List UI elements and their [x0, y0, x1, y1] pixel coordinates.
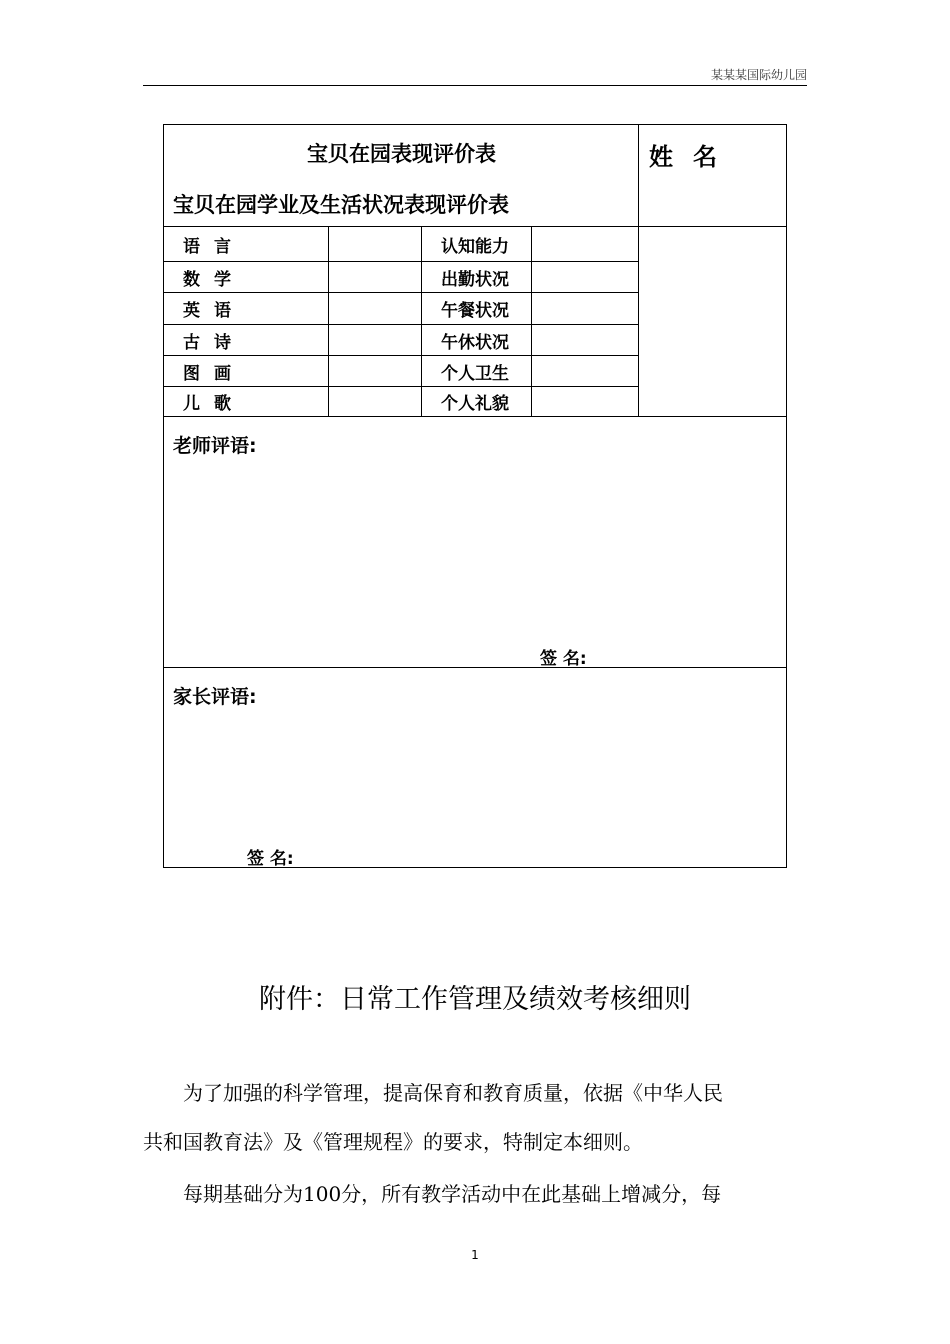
table-row [164, 293, 639, 325]
behavior-score-cell[interactable] [532, 325, 639, 356]
photo-cell[interactable] [639, 227, 786, 417]
behavior-label: 午休状况 [422, 325, 532, 356]
name-label: 姓名 [649, 143, 737, 171]
header-divider [143, 85, 807, 86]
parent-signature-label: 签 名: [247, 849, 294, 869]
subject-label: 数学 [164, 262, 329, 293]
behavior-score-cell[interactable] [532, 227, 639, 262]
behavior-label: 午餐状况 [422, 293, 532, 325]
subject-label: 古诗 [164, 325, 329, 356]
subject-score-cell[interactable] [329, 356, 422, 387]
behavior-label: 个人礼貌 [422, 387, 532, 416]
parent-comment-section[interactable] [164, 668, 786, 869]
subject-score-cell[interactable] [329, 387, 422, 416]
teacher-comment-label: 老师评语: [173, 435, 257, 457]
score-grid [164, 227, 786, 417]
subject-label: 英语 [164, 293, 329, 325]
evaluation-form [163, 124, 787, 868]
annex-paragraph-line: 每期基础分为100分，所有教学活动中在此基础上增减分，每 [183, 1182, 722, 1206]
table-row [164, 227, 639, 262]
subject-score-cell[interactable] [329, 227, 422, 262]
table-row [164, 262, 639, 293]
table-row [164, 325, 639, 356]
subject-label: 儿歌 [164, 387, 329, 416]
name-cell[interactable] [639, 125, 786, 227]
behavior-score-cell[interactable] [532, 356, 639, 387]
subject-label: 语言 [164, 227, 329, 262]
behavior-score-cell[interactable] [532, 387, 639, 416]
subject-label: 图画 [164, 356, 329, 387]
parent-comment-label: 家长评语: [173, 686, 257, 708]
form-title-cell [164, 125, 639, 227]
teacher-signature-label: 签 名: [540, 649, 587, 669]
subject-score-cell[interactable] [329, 293, 422, 325]
table-row [164, 356, 639, 387]
teacher-comment-section[interactable] [164, 417, 786, 668]
behavior-score-cell[interactable] [532, 262, 639, 293]
form-subtitle: 宝贝在园学业及生活状况表现评价表 [173, 193, 509, 217]
subject-score-cell[interactable] [329, 325, 422, 356]
behavior-label: 个人卫生 [422, 356, 532, 387]
behavior-score-cell[interactable] [532, 293, 639, 325]
page-number: 1 [471, 1248, 479, 1262]
annex-paragraph-line: 共和国教育法》及《管理规程》的要求，特制定本细则。 [143, 1130, 643, 1154]
header-organization: 某某某国际幼儿园 [710, 68, 807, 82]
annex-paragraph-line: 为了加强的科学管理，提高保育和教育质量，依据《中华人民 [183, 1081, 723, 1105]
subject-score-cell[interactable] [329, 262, 422, 293]
behavior-label: 认知能力 [422, 227, 532, 262]
form-title: 宝贝在园表现评价表 [307, 142, 496, 166]
behavior-label: 出勤状况 [422, 262, 532, 293]
table-row [164, 387, 639, 416]
annex-title: 附件：日常工作管理及绩效考核细则 [259, 984, 691, 1015]
